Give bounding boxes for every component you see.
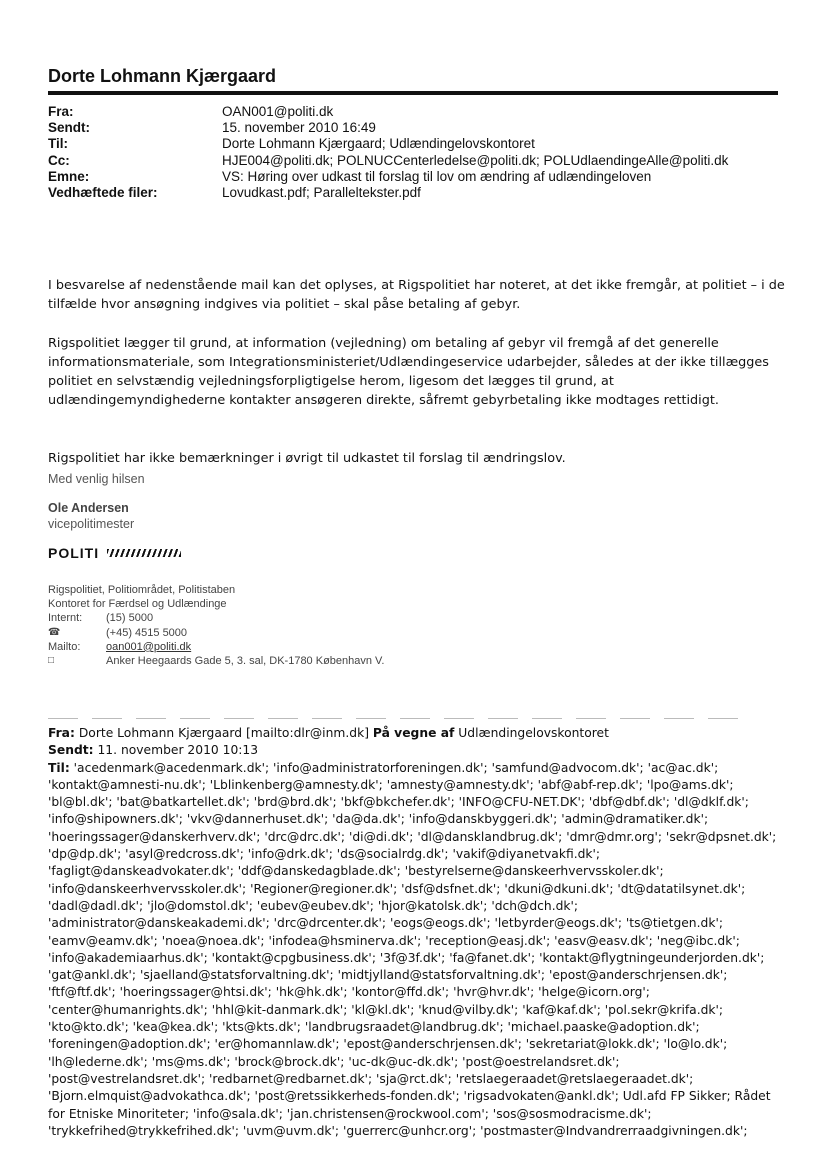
recipient-line: 'info@shipowners.dk'; 'vkv@dannerhuset.dk'; 'da@da.dk'; 'info@danskbyggeri.dk'; 'admin@dramatiker.dk'; [48,812,709,827]
recipient-line: 'hoeringssager@danskerhverv.dk'; 'drc@drc.dk'; 'di@di.dk'; 'dl@dansklandbrug.dk'; 'dmr@dmr.org'; 'sekr@dpsnet.dk'; [48,829,777,844]
contact-row-address [48,654,384,668]
contact-label-mailto: Mailto: [48,640,81,653]
envelope-icon: □ [48,655,55,667]
forwarded-from-value: Dorte Lohmann Kjærgaard [mailto:dlr@inm.dk] [78,726,369,740]
recipient-line: 'ftf@ftf.dk'; 'hoeringssager@htsi.dk'; 'hk@hk.dk'; 'kontor@ffd.dk'; 'hvr@hvr.dk'; 'helge@icorn.org'; [48,985,650,1000]
phone-icon: ☎ [48,626,61,638]
forwarded-on-behalf-label: På vegne af [372,726,455,740]
contact-block [48,583,384,668]
recipient-line: for Etniske Minoriteter; 'info@sala.dk'; 'jan.christensen@rockwool.com'; 'sos@sosmodracisme.dk'; [48,1106,652,1121]
recipient-line: 'lh@lederne.dk'; 'ms@ms.dk'; 'brock@brock.dk'; 'uc-dk@uc-dk.dk'; 'post@oestrelandsret.dk'; [48,1054,620,1069]
meta-label-sent: Sendt: [48,120,90,136]
forwarded-on-behalf-value: Udlændingelovskontoret [458,726,609,740]
meta-row-sent [48,120,728,136]
forwarded-sent-value: 11. november 2010 10:13 [97,743,259,758]
recipient-line: 'foreningen@adoption.dk'; 'er@homannlaw.dk'; 'epost@anderschrjensen.dk'; 'sekretariat@lokk.dk'; 'lo@lo.dk'; [48,1037,728,1052]
contact-value-internal: (15) 5000 [106,612,154,625]
recipient-line: 'bl@bl.dk'; 'bat@batkartellet.dk'; 'brd@brd.dk'; 'bkf@bkchefer.dk'; 'INFO@CFU-NET.DK'; 'dbf@dbf.dk'; 'dl@dklf.dk'; [48,795,749,810]
logo-stripes [107,549,181,557]
forwarded-to-block [48,760,808,1141]
contact-value-phone: (+45) 4515 5000 [106,626,188,639]
forwarded-to-label: Til: [48,760,70,775]
contact-row-phone [48,626,384,640]
recipient-line: 'gat@ankl.dk'; 'sjaelland@statsforvaltning.dk'; 'midtjylland@statsforvaltning.dk'; 'epost@anderschrjensen.dk'; [48,968,728,983]
recipient-line: 'dadl@dadl.dk'; 'jlo@domstol.dk'; 'eubev@eubev.dk'; 'hjor@katolsk.dk'; 'dch@dch.dk'; [48,898,579,913]
recipient-line: 'Bjorn.elmquist@advokathca.dk'; 'post@retssikkerheds-fonden.dk'; 'rigsadvokaten@ankl.dk'; Udl.afd FP Sikker; Rådet [48,1089,771,1104]
recipient-line: 'kto@kto.dk'; 'kea@kea.dk'; 'kts@kts.dk'; 'landbrugsraadet@landbrug.dk'; 'michael.paaske@adoption.dk'; [48,1020,700,1035]
meta-row-from [48,104,728,120]
politi-logo [48,545,181,561]
forwarded-sent-label: Sendt: [48,743,94,758]
logo-text: POLITI [48,545,100,561]
body-paragraph-2: Rigspolitiet lægger til grund, at information (vejledning) om betaling af gebyr vil fremgå af det generelle informationsmateriale, som Integrationsministeriet/Udlændingeservice udarbejder, således at der ikke tillægges politiet en selvstændig vejledningsforpligtigelse herom, ligesom det lægges til grund, at udlændingemyndighederne kontakter ansøgeren direkte, såfremt gebyrbetaling ikke modtages rettidigt. [48,336,769,408]
meta-value-to: Dorte Lohmann Kjærgaard; Udlændingelovskontoret [222,136,535,152]
separator-rule [48,718,738,719]
forwarded-message [48,725,808,1140]
page-title: Dorte Lohmann Kjærgaard [48,66,277,86]
meta-value-attachments: Lovudkast.pdf; Paralleltekster.pdf [222,185,421,201]
recipient-line: 'dp@dp.dk'; 'asyl@redcross.dk'; 'info@drk.dk'; 'ds@socialrdg.dk'; 'vakif@diyanetvakfi.dk'; [48,847,601,862]
contact-row-mailto [48,640,384,654]
contact-row-internal [48,611,384,625]
forwarded-from-label: Fra: [48,726,75,740]
contact-org-2: Kontoret for Færdsel og Udlændinge [48,598,227,611]
contact-org-1: Rigspolitiet, Politiområdet, Politistaben [48,584,236,596]
meta-label-subject: Emne: [48,168,90,184]
recipient-line: 'center@humanrights.dk'; 'hhl@kit-danmark.dk'; 'kl@kl.dk'; 'knud@vilby.dk'; 'kaf@kaf.dk'; 'pol.sekr@krifa.dk'; [48,1002,724,1017]
recipient-line: 'kontakt@amnesti-nu.dk'; 'Lblinkenberg@amnesty.dk'; 'amnesty@amnesty.dk'; 'abf@abf-rep.dk'; 'lpo@ams.dk'; [48,777,734,792]
meta-value-subject: VS: Høring over udkast til forslag til lov om ændring af udlændingeloven [222,168,652,184]
signature-regards: Med venlig hilsen [48,472,145,486]
body-paragraph-3: Rigspolitiet har ikke bemærkninger i øvrigt til udkastet til forslag til ændringslov. [48,451,566,466]
meta-label-to: Til: [48,136,68,152]
recipient-line: 'post@vestrelandsret.dk'; 'redbarnet@redbarnet.dk'; 'sja@rct.dk'; 'retslaegeraadet@retslaegeraadet.dk'; [48,1071,694,1086]
meta-value-cc: HJE004@politi.dk; POLNUCCenterledelse@politi.dk; POLUdlaendingeAlle@politi.dk [222,152,729,168]
recipient-line: 'fagligt@danskeadvokater.dk'; 'ddf@danskedagblade.dk'; 'bestyrelserne@danskeerhvervsskoler.dk'; [48,864,664,879]
recipient-line: 'info@akademiaarhus.dk'; 'kontakt@cpgbusiness.dk'; '3f@3f.dk'; 'fa@fanet.dk'; 'kontakt@flygtningeunderjorden.dk'; [48,950,765,965]
forwarded-sent-line [48,742,808,759]
mailto-link[interactable]: oan001@politi.dk [106,640,192,653]
forwarded-from-line [48,725,808,742]
contact-label-internal: Internt: [48,612,83,625]
recipient-line: 'eamv@eamv.dk'; 'noea@noea.dk'; 'infodea@hsminerva.dk'; 'reception@easj.dk'; 'easv@easv.dk'; 'neg@ibc.dk'; [48,933,740,948]
meta-label-cc: Cc: [48,152,70,168]
meta-row-subject [48,169,728,185]
meta-row-to [48,136,728,152]
contact-value-address: Anker Heegaards Gade 5, 3. sal, DK-1780 København V. [106,655,385,668]
meta-label-attachments: Vedhæftede filer: [48,185,158,201]
recipient-line: 'acedenmark@acedenmark.dk'; 'info@administratorforeningen.dk'; 'samfund@advocom.dk'; 'ac@ac.dk'; [73,760,719,775]
meta-value-from: OAN001@politi.dk [222,104,334,119]
recipient-line: 'info@danskeerhvervsskoler.dk'; 'Regioner@regioner.dk'; 'dsf@dsfnet.dk'; 'dkuni@dkuni.dk'; 'dt@datatilsynet.dk'; [48,881,746,896]
title-rule [48,91,778,95]
recipient-line: 'trykkefrihed@trykkefrihed.dk'; 'uvm@uvm.dk'; 'guerrerc@unhcr.org'; 'postmaster@Indvandrerraadgivningen.dk'; [48,1123,748,1138]
email-header [48,104,728,201]
recipient-line: 'administrator@danskeakademi.dk'; 'drc@drcenter.dk'; 'eogs@eogs.dk'; 'letbyrder@eogs.dk'; 'ts@tietgen.dk'; [48,916,723,931]
meta-row-attachments [48,185,728,201]
meta-label-from: Fra: [48,104,74,119]
signature-title: vicepolitimester [48,517,135,531]
meta-row-cc [48,153,728,169]
signature-name: Ole Andersen [48,501,129,515]
body-paragraph-1: I besvarelse af nedenstående mail kan det oplyses, at Rigspolitiet har noteret, at det ikke fremgår, at politiet – i de tilfælde hvor ansøgning indgives via politiet – skal påse betaling af gebyr. [48,278,785,312]
meta-value-sent: 15. november 2010 16:49 [222,120,376,136]
